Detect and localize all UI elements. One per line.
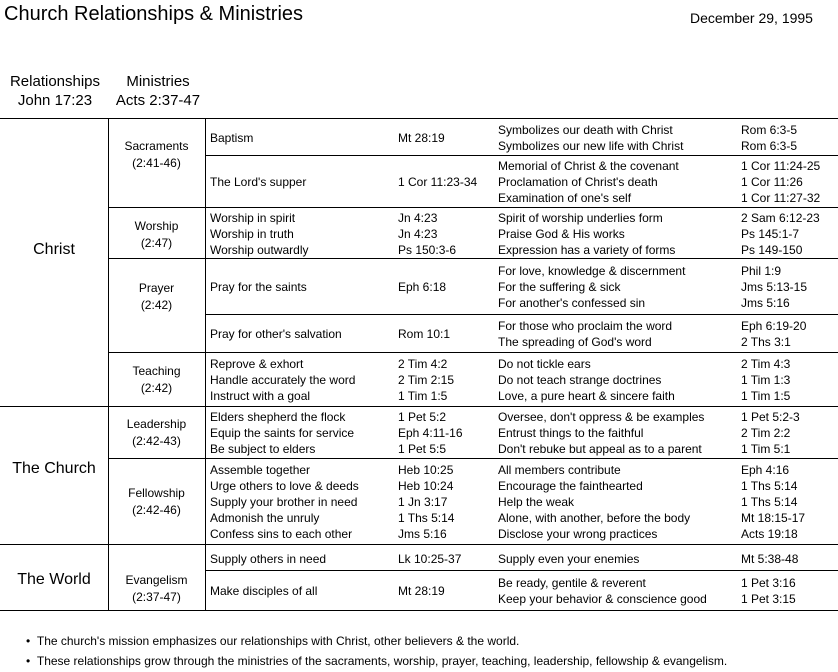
item-reference: Ps 150:3-6 [398, 243, 457, 257]
description-reference: Jms 5:13-15 [741, 280, 808, 294]
item-reference: 1 Pet 5:5 [398, 442, 447, 456]
ministries-header-label: Ministries [126, 73, 190, 90]
ministry-name: Worship [134, 219, 179, 233]
item-description: Spirit of worship underlies form [498, 211, 663, 225]
item-description: Examination of one's self [498, 191, 632, 205]
item-reference: Eph 4:11-16 [398, 426, 463, 440]
footnote: • The church's mission emphasizes our relationships with Christ, other believers & the world. [26, 634, 520, 648]
description-reference: Ps 145:1-7 [741, 227, 800, 241]
column-rule [205, 118, 206, 610]
ministry-item: Reprove & exhort [210, 357, 304, 371]
ministry-item: Worship outwardly [210, 243, 309, 257]
item-description: Be ready, gentile & reverent [498, 576, 646, 590]
item-description: Praise God & His works [498, 227, 625, 241]
description-reference: Phil 1:9 [741, 264, 782, 278]
item-description: All members contribute [498, 463, 621, 477]
relationships-header-label: Relationships [9, 73, 101, 90]
ministry-item: Worship in truth [210, 227, 294, 241]
ministry-item: The Lord's supper [210, 175, 307, 189]
footnote: • These relationships grow through the ministries of the sacraments, worship, prayer, teaching, leadership, fellowship & evangelism. [26, 654, 728, 668]
description-reference: Eph 6:19-20 [741, 319, 807, 333]
ministry-name: Fellowship [128, 486, 185, 500]
item-reference: Heb 10:25 [398, 463, 454, 477]
item-reference: Heb 10:24 [398, 479, 454, 493]
description-reference: 1 Pet 5:2-3 [741, 410, 800, 424]
ministry-name: Sacraments [124, 139, 189, 153]
item-description: Proclamation of Christ's death [498, 175, 658, 189]
ministry-item: Worship in spirit [210, 211, 296, 225]
ministry-rule [108, 207, 838, 208]
table-bottom-rule [0, 610, 838, 611]
item-reference: 2 Tim 4:2 [398, 357, 448, 371]
ministry-item: Supply your brother in need [210, 495, 358, 509]
ministry-item: Supply others in need [210, 552, 327, 566]
item-reference: Jn 4:23 [398, 227, 438, 241]
ministry-label [108, 485, 205, 519]
item-reference: 1 Ths 5:14 [398, 511, 455, 525]
description-reference: Rom 6:3-5 [741, 123, 798, 137]
item-reference: Rom 10:1 [398, 327, 451, 341]
item-description: Disclose your wrong practices [498, 527, 658, 541]
description-reference: 1 Tim 5:1 [741, 442, 791, 456]
item-description: For another's confessed sin [498, 296, 646, 310]
item-reference: Jms 5:16 [398, 527, 447, 541]
ministry-item: Baptism [210, 131, 254, 145]
ministry-item: Admonish the unruly [210, 511, 320, 525]
relationship-label: The Church [12, 460, 96, 477]
ministry-ref: (2:37-47) [132, 590, 181, 604]
item-description: For the suffering & sick [498, 280, 621, 294]
description-reference: Acts 19:18 [741, 527, 798, 541]
item-reference: Mt 28:19 [398, 584, 445, 598]
ministry-item: Equip the saints for service [210, 426, 355, 440]
item-description: Help the weak [498, 495, 575, 509]
item-description: Don't rebuke but appeal as to a parent [498, 442, 702, 456]
relationship-label: The World [17, 571, 91, 588]
item-reference: 1 Cor 11:23-34 [398, 175, 478, 189]
description-reference: 1 Cor 11:26 [741, 175, 803, 189]
description-reference: 2 Tim 2:2 [741, 426, 791, 440]
item-description: Memorial of Christ & the covenant [498, 159, 679, 173]
ministry-ref: (2:41-46) [132, 156, 181, 170]
description-reference: 1 Pet 3:16 [741, 576, 796, 590]
document-date: December 29, 1995 [690, 10, 813, 26]
description-reference: 1 Cor 11:24-25 [741, 159, 821, 173]
ministry-rule [108, 352, 838, 353]
ministry-ref: (2:47) [140, 236, 173, 250]
description-reference: 1 Pet 3:15 [741, 592, 796, 606]
item-description: Love, a pure heart & sincere faith [498, 389, 675, 403]
ministry-item: Pray for other's salvation [210, 327, 342, 341]
ministry-rule [108, 458, 838, 459]
section-rule [0, 406, 838, 407]
ministry-label [108, 572, 205, 606]
relationship-label: Christ [33, 241, 75, 258]
ministry-item: Urge others to love & deeds [210, 479, 359, 493]
item-reference: Mt 28:19 [398, 131, 445, 145]
ministry-name: Evangelism [125, 573, 188, 587]
ministry-ref: (2:42-43) [132, 434, 181, 448]
ministries-header-ref: Acts 2:37-47 [115, 92, 201, 109]
item-description: Supply even your enemies [498, 552, 640, 566]
item-reference: 2 Tim 2:15 [398, 373, 455, 387]
description-reference: 1 Cor 11:27-32 [741, 191, 821, 205]
relationships-header-ref: John 17:23 [17, 92, 93, 109]
ministry-label [108, 280, 205, 314]
item-description: Expression has a variety of forms [498, 243, 676, 257]
ministry-label [108, 363, 205, 397]
item-description: For love, knowledge & discernment [498, 264, 686, 278]
description-reference: 1 Tim 1:3 [741, 373, 791, 387]
item-reference: Eph 6:18 [398, 280, 447, 294]
ministry-ref: (2:42) [140, 381, 173, 395]
ministry-name: Leadership [126, 417, 187, 431]
ministry-label [108, 138, 205, 172]
ministry-ref: (2:42) [140, 298, 173, 312]
description-reference: 2 Ths 3:1 [741, 335, 791, 349]
description-reference: 1 Ths 5:14 [741, 495, 798, 509]
ministry-label [108, 416, 205, 450]
item-reference: 1 Pet 5:2 [398, 410, 447, 424]
item-description: Symbolizes our death with Christ [498, 123, 673, 137]
ministry-ref: (2:42-46) [132, 503, 181, 517]
description-reference: Mt 5:38-48 [741, 552, 799, 566]
ministry-item: Confess sins to each other [210, 527, 353, 541]
description-reference: Rom 6:3-5 [741, 139, 798, 153]
description-reference: Ps 149-150 [741, 243, 803, 257]
ministry-item: Be subject to elders [210, 442, 316, 456]
description-reference: 1 Ths 5:14 [741, 479, 798, 493]
footnote-text: These relationships grow through the ministries of the sacraments, worship, prayer, teaching, leadership, fellowship & evangelism. [36, 654, 728, 668]
description-reference: Eph 4:16 [741, 463, 790, 477]
description-reference: 2 Tim 4:3 [741, 357, 791, 371]
item-description: Keep your behavior & conscience good [498, 592, 707, 606]
ministry-item: Assemble together [210, 463, 311, 477]
table-top-rule [0, 118, 838, 119]
item-reference: Jn 4:23 [398, 211, 438, 225]
ministry-label [108, 218, 205, 252]
item-description: The spreading of God's word [498, 335, 652, 349]
item-description: Alone, with another, before the body [498, 511, 691, 525]
ministry-item: Make disciples of all [210, 584, 318, 598]
ministry-item: Pray for the saints [210, 280, 307, 294]
item-reference: 1 Tim 1:5 [398, 389, 448, 403]
item-description: Do not teach strange doctrines [498, 373, 662, 387]
row-rule [205, 155, 838, 156]
ministry-item: Handle accurately the word [210, 373, 356, 387]
item-description: Do not tickle ears [498, 357, 591, 371]
ministry-name: Teaching [132, 364, 181, 378]
ministry-rule [108, 258, 838, 259]
description-reference: Jms 5:16 [741, 296, 790, 310]
footnote-text: The church's mission emphasizes our relationships with Christ, other believers & the world. [36, 634, 520, 648]
item-description: Entrust things to the faithful [498, 426, 644, 440]
item-description: Encourage the fainthearted [498, 479, 643, 493]
ministry-item: Elders shepherd the flock [210, 410, 346, 424]
ministry-item: Instruct with a goal [210, 389, 311, 403]
description-reference: Mt 18:15-17 [741, 511, 806, 525]
item-description: For those who proclaim the word [498, 319, 673, 333]
description-reference: 2 Sam 6:12-23 [741, 211, 820, 225]
row-rule [205, 314, 838, 315]
ministry-name: Prayer [138, 281, 175, 295]
ministries-header [110, 72, 206, 110]
page-title: Church Relationships & Ministries [4, 3, 304, 25]
description-reference: 1 Tim 1:5 [741, 389, 791, 403]
item-description: Symbolizes our new life with Christ [498, 139, 684, 153]
section-rule [0, 544, 838, 545]
item-reference: 1 Jn 3:17 [398, 495, 448, 509]
item-reference: Lk 10:25-37 [398, 552, 462, 566]
relationships-header [6, 72, 104, 110]
item-description: Oversee, don't oppress & be examples [498, 410, 705, 424]
row-rule [205, 570, 838, 571]
